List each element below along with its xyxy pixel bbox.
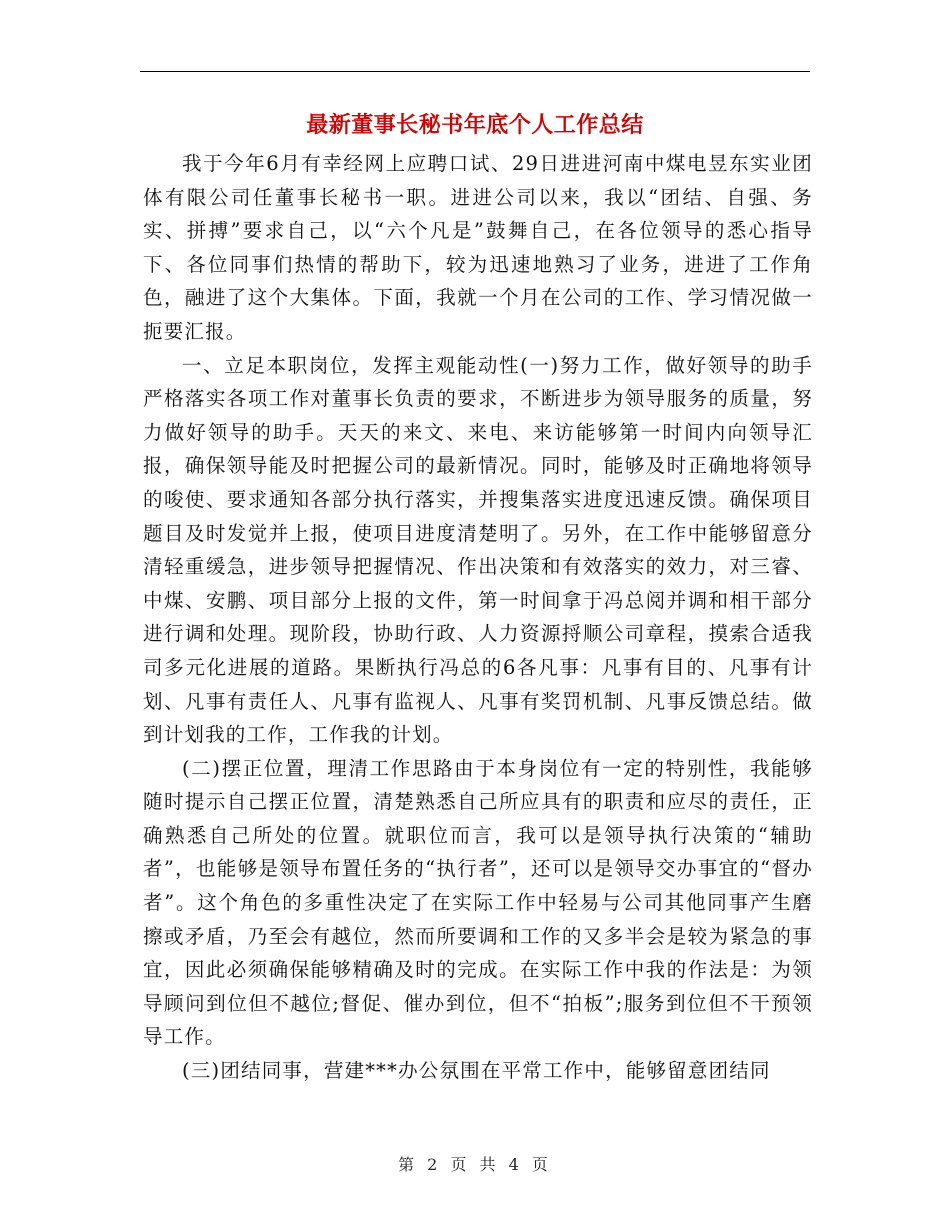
- page-footer: 第 2 页 共 4 页: [398, 1155, 552, 1174]
- header-rule: [140, 71, 810, 72]
- document-title: 最新董事长秘书年底个人工作总结: [306, 113, 644, 138]
- paragraph-section-2: (二)摆正位置，理清工作思路由于本身岗位有一定的特别性，我能够随时提示自己摆正位置，清楚熟悉自己所应具有的职责和应尽的责任，正确熟悉自己所处的位置。就职位而言，我可以是领导执行决策的“辅助者”，也能够是领导布置任务的“执行者”，还可以是领导交办事宜的“督办者”。这个角色的多重性决定了在实际工作中轻易与公司其他同事产生磨擦或矛盾，乃至会有越位，然而所要调和工作的又多半会是较为紧急的事宜，因此必须确保能够精确及时的完成。在实际工作中我的作法是：为领导顾问到位但不越位;督促、催办到位，但不“拍板”;服务到位但不干预领导工作。: [143, 756, 813, 1049]
- document-body: [143, 147, 813, 1088]
- paragraph-section-1: 一、立足本职岗位，发挥主观能动性(一)努力工作，做好领导的助手严格落实各项工作对董事长负责的要求，不断进步为领导服务的质量，努力做好领导的助手。天天的来文、来电、来访能够第一时间内向领导汇报，确保领导能及时把握公司的最新情况。同时，能够及时正确地将领导的唆使、要求通知各部分执行落实，并搜集落实进度迅速反馈。确保项目题目及时发觉并上报，使项目进度清楚明了。另外，在工作中能够留意分清轻重缓急，进步领导把握情况、作出决策和有效落实的效力，对三睿、中煤、安鹏、项目部分上报的文件，第一时间拿于冯总阅并调和相干部分进行调和处理。现阶段，协助行政、人力资源捋顺公司章程，摸索合适我司多元化进展的道路。果断执行冯总的6各凡事：凡事有目的、凡事有计划、凡事有责任人、凡事有监视人、凡事有奖罚机制、凡事反馈总结。做到计划我的工作，工作我的计划。: [143, 353, 813, 747]
- paragraph-section-3: (三)团结同事，营建***办公氛围在平常工作中，能够留意团结同: [182, 1059, 771, 1083]
- paragraph-intro: 我于今年6月有幸经网上应聘口试、29日进进河南中煤电昱东实业团体有限公司任董事长秘书一职。进进公司以来，我以“团结、自强、务实、拼搏”要求自己，以“六个凡是”鼓舞自己，在各位领导的悉心指导下、各位同事们热情的帮助下，较为迅速地熟习了业务，进进了工作角色，融进了这个大集体。下面，我就一个月在公司的工作、学习情况做一扼要汇报。: [143, 152, 813, 343]
